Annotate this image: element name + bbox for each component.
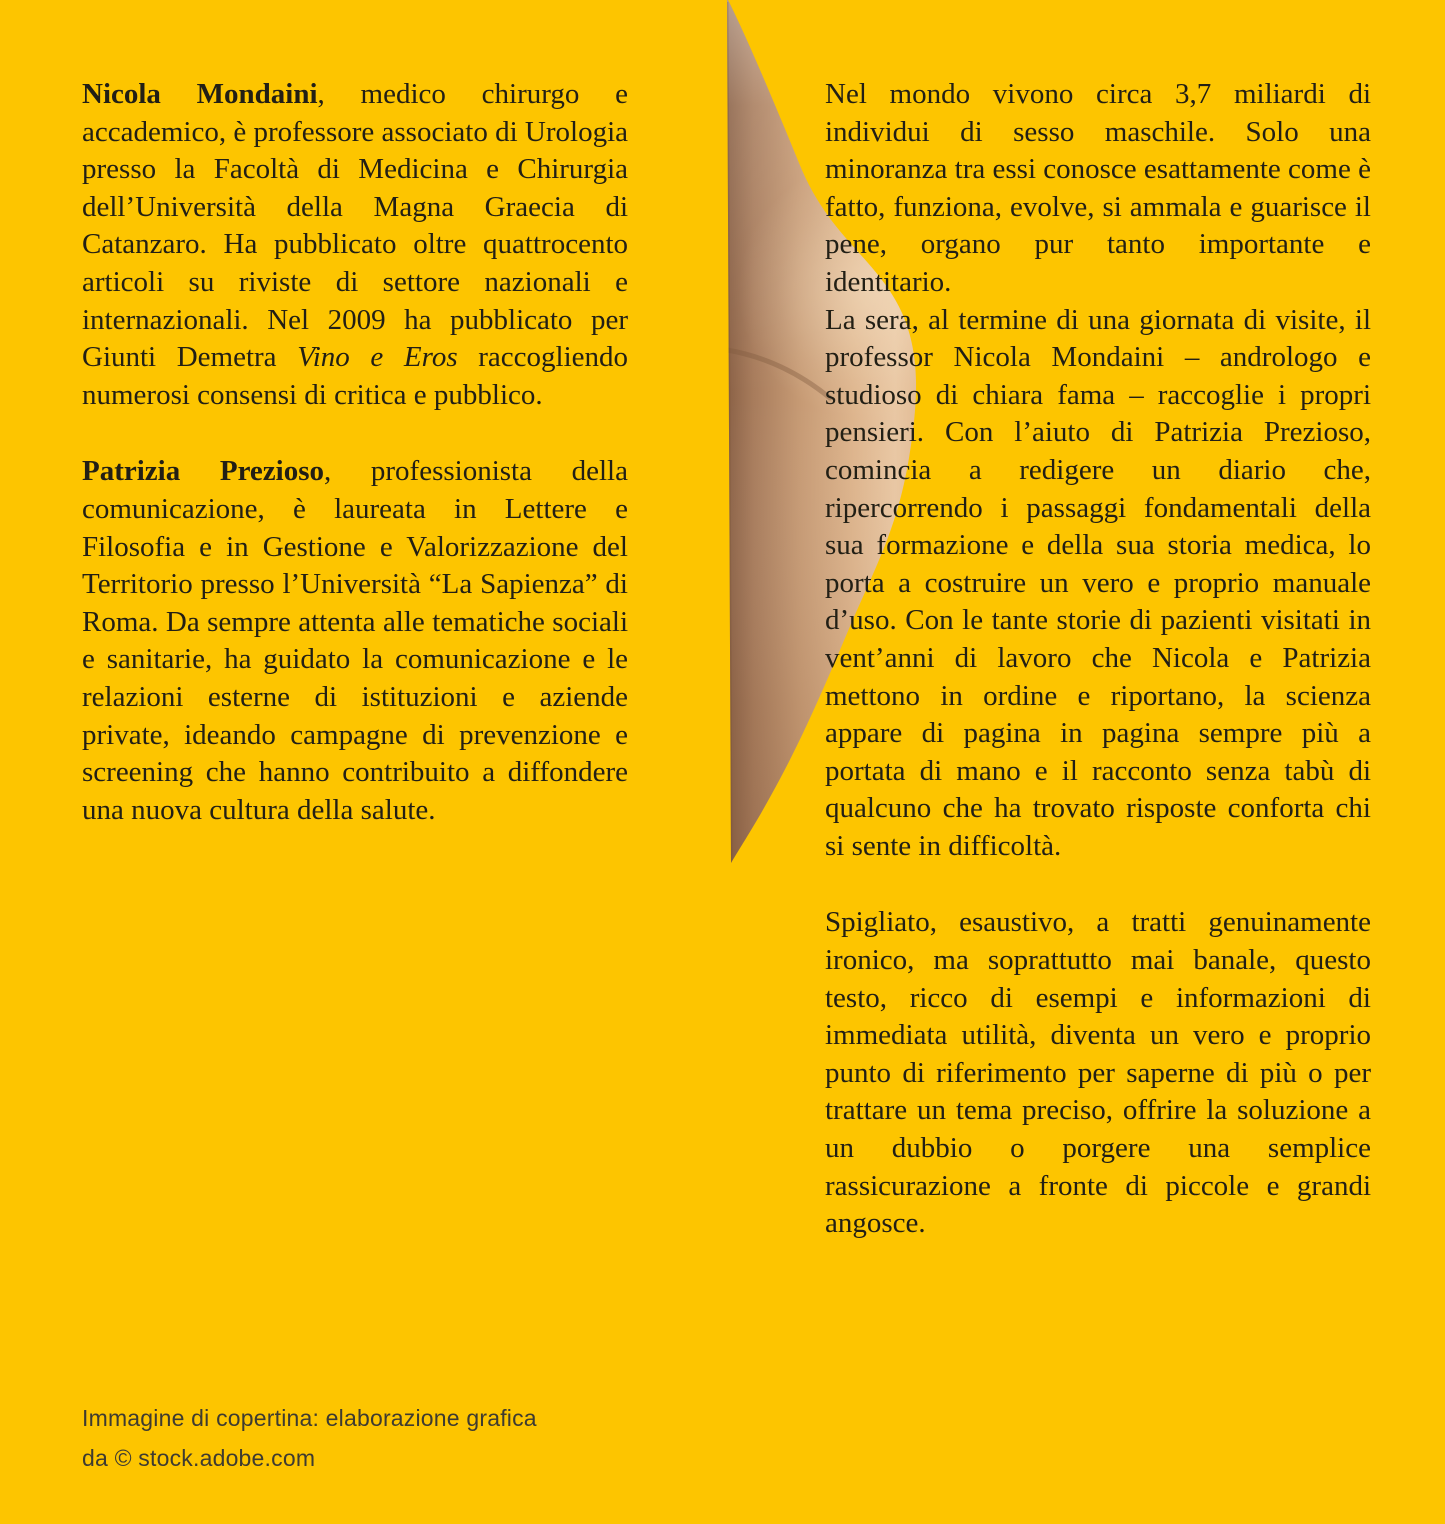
bio-text: , medico chirurgo e accademico, è professore associato di Urologia presso la Facoltà di Medicina e Chirurgia dell’Università della Magna Graecia di Catanzaro. Ha pubblicato oltre quattrocento articoli su riviste di settore nazionali e internazionali. Nel 2009 ha pubblicato per Giunti Demetra <box>82 78 628 374</box>
cover-image-credit <box>82 1398 537 1478</box>
bio-text: raccogliendo numerosi consensi di critica e pubblico. <box>82 341 628 411</box>
cited-book-title: Vino e Eros <box>297 341 458 374</box>
synopsis-paragraph-2: La sera, al termine di una giornata di visite, il professor Nicola Mondaini – andrologo e studioso di chiara fama – raccoglie i propri pensieri. Con l’aiuto di Patrizia Prezioso, comincia a redigere un diario che, ripercorrendo i passaggi fondamentali della sua formazione e della sua storia medica, lo porta a costruire un vero e proprio manuale d’uso. Con le tante storie di pazienti visitati in vent’anni di lavoro che Nicola e Patrizia mettono in ordine e riportano, la scienza appare di pagina in pagina sempre più a portata di mano e il racconto senza tabù di qualcuno che ha trovato risposte conforta chi si sente in difficoltà. <box>825 303 1371 862</box>
author-bio-mondaini <box>82 76 628 414</box>
synopsis-paragraph-1: Nel mondo vivono circa 3,7 miliardi di individui di sesso maschile. Solo una minoranza tra essi conosce esattamente come è fatto, funziona, evolve, si ammala e guarisce il pene, organo pur tanto importante e identitario. <box>825 78 1371 298</box>
credit-line-1: Immagine di copertina: elaborazione grafica <box>82 1405 537 1431</box>
author-name-mondaini: Nicola Mondaini <box>82 78 318 110</box>
left-flap <box>82 76 628 829</box>
credit-line-2: da © stock.adobe.com <box>82 1445 316 1471</box>
bio-text: , professionista della comunicazione, è laureata in Lettere e Filosofia e in Gestione e Valorizzazione del Territorio presso l’Università “La Sapienza” di Roma. Da sempre attenta alle tematiche sociali e sanitarie, ha guidato la comunicazione e le relazioni esterne di istituzioni e aziende private, ideando campagne di prevenzione e screening che hanno contribuito a diffondere una nuova cultura della salute. <box>82 455 628 826</box>
right-flap <box>825 76 1371 1243</box>
author-name-prezioso: Patrizia Prezioso <box>82 455 325 488</box>
author-bio-prezioso <box>82 453 628 829</box>
synopsis-paragraph-3: Spigliato, esaustivo, a tratti genuinamente ironico, ma soprattutto mai banale, questo testo, ricco di esempi e informazioni di immediata utilità, diventa un vero e proprio punto di riferimento per saperne di più o per trattare un tema preciso, offrire la soluzione a un dubbio o porgere una semplice rassicurazione a fronte di piccole e grandi angosce. <box>825 906 1371 1240</box>
